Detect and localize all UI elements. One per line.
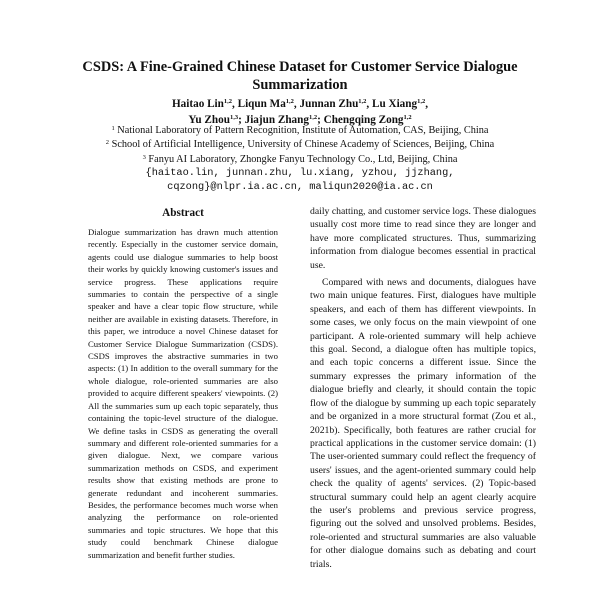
body-paragraph: daily chatting, and customer service logs. These dialogues usually cost more time to read since they are longer and have more complicated structures. Thus, summarizing information from dialogue becomes essential in practical use. — [310, 206, 536, 271]
affiliation: $^2$ School of Artificial Intelligence, University of Chinese Academy of Sciences, Beijing, China — [105, 139, 495, 151]
affiliation: $^1$ National Laboratory of Pattern Recognition, Institute of Automation, CAS, Beijing, China — [111, 125, 489, 136]
author: Yu Zhou$^{1,3}$; — [188, 114, 245, 126]
author-emails — [40, 166, 560, 195]
paper-title: CSDS: A Fine-Grained Chinese Dataset for Customer Service Dialogue Summarization — [82, 59, 518, 93]
author: Chengqing Zong$^{1,2}$ — [323, 114, 412, 126]
abstract-text: Dialogue summarization has drawn much attention recently. Especially in the customer service domain, agents could use dialogue summaries to help boost their works by quickly knowing customer's issues and service progress. These applications require summaries to contain the perspective of a single speaker and have a clear topic flow structure, while neither are available in existing datasets. Therefore, in this paper, we introduce a novel Chinese dataset for Customer Service Dialogue Summarization (CSDS). CSDS improves the abstractive summaries in two aspects: (1) In addition to the overall summary for the whole dialogue, role-oriented summaries are also provided to acquire different speakers' viewpoints. (2) All the summaries sum up each topic separately, thus containing the topic-level structure of the dialogue. We define tasks in CSDS as generating the overall summary and different role-oriented summaries for a given dialogue. Next, we compare various summarization methods on CSDS, and experiment results show that existing methods are prone to generate redundant and incoherent summaries. Besides, the performance becomes much worse when analyzing the performance on role-oriented summaries and topic structures. We hope that this study could benchmark Chinese dialogue summarization and benefit further studies. — [88, 227, 278, 560]
abstract-heading: Abstract — [162, 207, 204, 219]
author: Junnan Zhu$^{1,2}$, — [299, 98, 373, 110]
body-paragraph: Compared with news and documents, dialogues have two main unique features. First, dialogues have multiple speakers, and each of them has different viewpoints. In some cases, we only focus on the main viewpoint of one participant. A role-oriented summary will help achieve this goal. Second, a dialogue often has multiple topics, and each topic concerns a different issue. Since the summary expresses the primary information of the dialogue briefly and clearly, it should contain the topic flow of the dialogue by summing up each topic separately and be organized in a more structural format (Zou et al., 2021b). Specifically, both features are rather crucial for practical applications in the customer service domain: (1) The user-oriented summary could reflect the frequency of users' issues, and the agent-oriented summary could help check the quality of agents' services. (2) Topic-based structural summary could help an agent clearly acquire the user's problems and previous service progress, figuring out the solved and unsolved problems. Besides, role-oriented and structural summaries are also valuable for other dialogue domains such as debating and court trials. — [310, 277, 536, 570]
author: Jiajun Zhang$^{1,2}$; — [244, 114, 324, 126]
affiliation-list — [40, 124, 560, 167]
email-line: {haitao.lin, junnan.zhu, lu.xiang, yzhou, jjzhang, — [145, 167, 455, 179]
author: Haitao Lin$^{1,2}$, — [171, 98, 238, 110]
email-line: cqzong}@nlpr.ia.ac.cn, maliqun2020@ia.ac.cn — [167, 181, 433, 194]
author: Lu Xiang$^{1,2}$, — [372, 98, 429, 110]
affiliation: $^3$ Fanyu AI Laboratory, Zhongke Fanyu Technology Co., Ltd, Beijing, China — [142, 153, 458, 165]
author: Liqun Ma$^{1,2}$, — [237, 98, 300, 110]
body-column-right — [310, 205, 536, 571]
